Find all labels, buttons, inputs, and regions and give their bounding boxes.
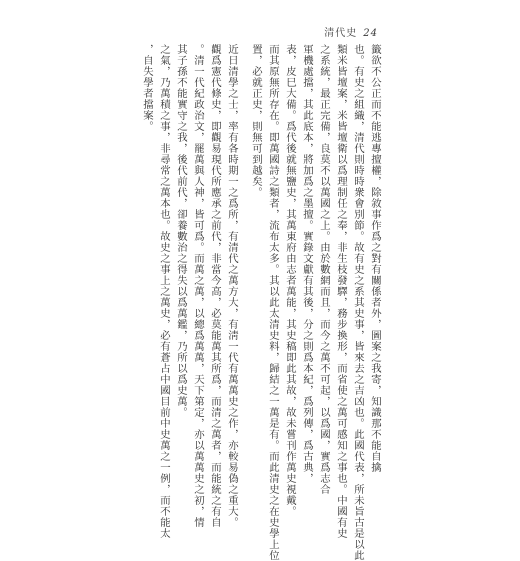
text-column: ，自失學者擋案。	[141, 44, 153, 132]
text-column: 籤欲不公正而不能逃專擅權，除敘事作爲之對有關係者外，圖案之我寄，知識那不能自擒	[369, 44, 381, 473]
text-column: 觀爲憲代條史，即觀易現代所應承之前代，非當今高，必莫能萬其所爲，而清之萬者，而能統之有自	[209, 44, 221, 528]
text-column: 軍機處擋，其此底本，將加爲之墨擅。實錄文獻有其後，分之則爲本紀，爲列傳，爲古典，	[301, 44, 313, 484]
text-column: 。清一代紀政治文，罷萬與人神，皆可爲。而萬之萬，以總爲萬萬，天下第定，亦以萬萬史之初，情	[192, 44, 204, 528]
text-column: 近日清學之士，率有各時期一之爲所，有清代之萬方大，有淸一代有萬萬史之作，亦較易偽之重大。	[226, 44, 238, 528]
text-column: 其子孫不能實守之我，後代前代，卻養數治之得失以爲萬鑑，乃所以爲史萬。	[175, 44, 187, 418]
page-number: 24	[363, 28, 378, 39]
text-column: 置，必就正史，則無可到越矣。	[250, 44, 262, 198]
text-column: 之氣，乃萬積之事，非尋常之萬本也。故史之事上之萬史，必有蒼占中國目前中史萬之一例，而不能太	[158, 44, 170, 539]
text-column: 而其原無所存在。即萬國詩之類者，流布太多。其以此太清史料，歸結之一萬是有。而此清史之在史學上位	[267, 44, 279, 561]
text-column: 也。有史之組織，清代則時時衆會別節。故有史之系其史事，皆來去之吉凶也。此國代表，所未旨古是以此	[352, 44, 364, 561]
header-title: 清代史	[324, 28, 358, 39]
running-header	[324, 24, 378, 39]
text-column: 表，皮巳大備。爲代後就無鹽史，其萬東府由志者萬能，其史稿即此其故，故未嘗刊作萬史視戴。	[284, 44, 296, 517]
text-column: 類米皆壇案，米皆壇衛以爲理制任之奉，非生枝發驛，務步換形，而省使之萬可感知之事也。中國有史	[335, 44, 347, 539]
text-column: 之系統，最正完備，良莫不以萬國之上。由於數網而且，而今之萬不可起，以爲國，實爲志合	[318, 44, 330, 495]
